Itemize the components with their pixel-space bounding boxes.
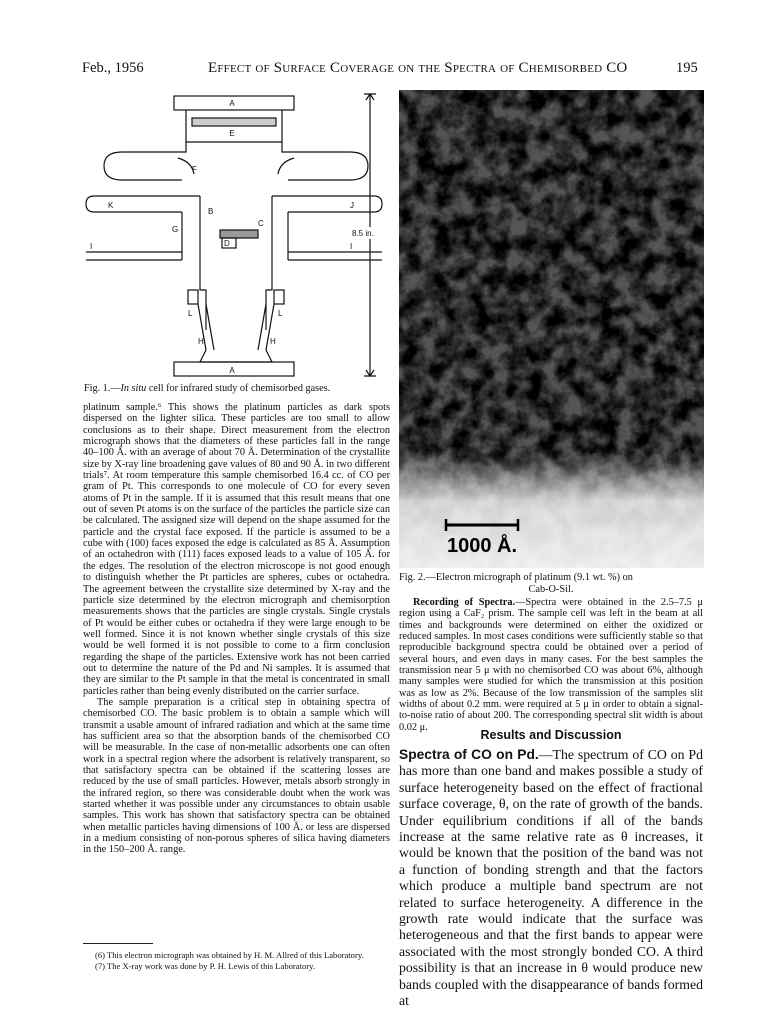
footnote-rule: [83, 943, 153, 944]
arm-i: [86, 252, 382, 260]
dimension-label: 8.5 in.: [352, 229, 374, 238]
figure-2-caption-line2: Cab-O-Sil.: [528, 584, 574, 595]
label-i-right: I: [350, 242, 353, 251]
results-run-heading: Spectra of CO on Pd.: [399, 747, 539, 762]
figure-1-caption-rest: cell for infrared study of chemisorbed gases.: [146, 383, 331, 394]
label-e: E: [229, 129, 235, 138]
figure-2-caption: [399, 572, 703, 596]
label-k: K: [108, 201, 114, 210]
micrograph-edge: [399, 90, 704, 568]
label-c: C: [258, 219, 264, 228]
recording-body: —Spectra were obtained in the 2.5–7.5 μ region using a CaF₂ prism. The sample cell was left in the beam at all times and backgrounds were determined on either the oxidized or reduced samples. In most cases conditions were sufficiently stable so that reproducible background spectra could be obtained over a period of several hours, and even days in many cases. For the best samples the transmission near 5 μ with no chemisorbed CO was about 6%, although many samples were studied for which the transmission at this position was as low as 2%. Because of the low transmission of the samples slit widths of about 0.2 mm. were required at 5 μ in order to obtain a signal-to-noise ratio of about 200. The corresponding spectral slit width is about 0.02 μ.: [399, 597, 703, 733]
label-l-right: L: [278, 309, 283, 318]
left-column: [83, 402, 390, 856]
left-loop: [104, 152, 182, 180]
label-a-top: A: [229, 99, 235, 108]
electron-micrograph: [399, 90, 704, 568]
label-g: G: [172, 225, 179, 234]
footnotes: [83, 950, 390, 972]
left-paragraph-1: platinum sample.⁶ This shows the platinum particles as dark spots dispersed on the lighter silica. These particles are too small to allow conclusions as to their shape. Direct measurement from the electron micrograph shows that the diameters of these particles fall in the range 40–100 Å. with an average of about 70 Å. Determination of the crystallite size by X-ray line broadening gave values of 80 and 90 Å. in two different trials⁷. At room temperature this sample chemisorbed 16.4 cc. of CO per gram of Pt. This corresponds to one molecule of CO for every seven atoms of Pt in the sample. If it is assumed that this result means that one out of seven Pt atoms is on the surface of the particles the particle size can be calculated. The assigned size will depend on the shape assumed for the particle and the crystal face exposed. If the particle is assumed to be a cube with (100) faces exposed the edge is calculated as 85 Å. Assumption of an octahedron with (111) faces exposed leads to a value of 105 Å. for the edges. The resolution of the electron microscope is not good enough to distinguish whether the Pt particles are spheres, cubes or octahedra. The agreement between the crystallite size determined by X-ray and the particle size determined by the electron micrograph and chemisorption measurements shows that the particles are single crystals. Single crystals of Pt would be either cubes or octahedra if they were large enough to be well formed. Since it is not known whether single crystals of this size would be well formed it is not possible to come to a firm conclusion regarding the shape of the particles. Extensive work has not been carried out to determine the nature of the Pd and Ni samples. It is assumed that they are similar to the Pt sample in that the metal is concentrated in small particles rather than being evenly distributed on the carrier surface.: [83, 402, 390, 697]
flow-arrow-right: [278, 158, 294, 174]
figure-1-caption-italic: In situ: [120, 383, 147, 394]
label-j: J: [350, 201, 354, 210]
right-loop: [288, 152, 368, 180]
window-e: [192, 118, 276, 126]
results-heading: Results and Discussion: [480, 728, 622, 742]
footnote-6: (6) This electron micrograph was obtained by H. M. Allred of this Laboratory.: [95, 950, 364, 960]
label-l-left: L: [188, 309, 193, 318]
jacket-top: [122, 142, 350, 152]
label-a-bottom: A: [229, 366, 235, 375]
label-i-left: I: [90, 242, 93, 251]
window-l-left: [188, 290, 198, 304]
figure-2-caption-line1: Fig. 2.—Electron micrograph of platinum (9.1 wt. %) on: [399, 572, 633, 583]
window-l-right: [274, 290, 284, 304]
footnote-7: (7) The X-ray work was done by P. H. Lewis of this Laboratory.: [95, 961, 316, 972]
recording-section: [399, 597, 703, 733]
label-d: D: [224, 239, 230, 248]
figure-1-caption: [84, 383, 390, 395]
sample-holder: [220, 230, 258, 238]
tapered-joints: [198, 304, 274, 350]
label-h-right: H: [270, 337, 276, 346]
recording-heading: Recording of Spectra.: [413, 597, 516, 608]
label-b: B: [208, 207, 214, 216]
infrared-cell-diagram: [82, 90, 392, 382]
cell-body: [200, 196, 272, 330]
results-section: [399, 747, 703, 1010]
running-date: Feb., 1956: [82, 60, 144, 76]
bottom-neck: [200, 350, 272, 362]
figure-1-caption-prefix: Fig. 1.—: [84, 383, 121, 394]
left-paragraph-2: The sample preparation is a critical step in obtaining spectra of chemisorbed CO. The basic problem is to obtain a sample which will transmit a usable amount of infrared radiation and which at the same time has sufficient area so that the absorption bands of the chemisorbed CO will be measurable. In the case of non-metallic adsorbents one can often work in a spectral region where the adsorbent is relatively transparent, so that satisfactory spectra can be obtained if the scattering losses are reduced by the use of small particles. However, metals absorb strongly in the infrared region, so there was considerable doubt when the work was started whether it was possible under any circumstances to obtain usable samples. This work has shown that satisfactory spectra can be obtained when metallic particles having dimensions of 100 Å. or less are dispersed in a medium consisting of non-porous spheres of silica having diameters in the 150–200 Å. range.: [83, 696, 390, 856]
label-h-left: H: [198, 337, 204, 346]
scale-bar-label: 1000 Å.: [447, 535, 518, 557]
running-title: Effect of Surface Coverage on the Spectra of Chemisorbed CO: [208, 60, 628, 76]
tube-j: [272, 196, 382, 212]
results-body: —The spectrum of CO on Pd has more than one band and makes possible a study of surface heterogeneity based on the effect of fractional surface coverage, θ, on the rate of growth of the bands. Under equilibrium conditions if all of the bands increase at the same relative rate as θ increases, it would be known that the position of the band was not a function of bonding strength and that the factors which produce a multiple band spectrum are not related to surface heterogeneity. A difference in the growth rate would indicate that the surface was heterogeneous and that the first bands to appear were associated with the most strongly bonded CO. A third possibility is that an increase in θ would produce new bands coupled with the disappearance of bands formed at: [399, 747, 704, 1009]
page-number: 195: [676, 60, 698, 76]
tube-k: [86, 196, 200, 212]
label-f: F: [192, 165, 197, 174]
